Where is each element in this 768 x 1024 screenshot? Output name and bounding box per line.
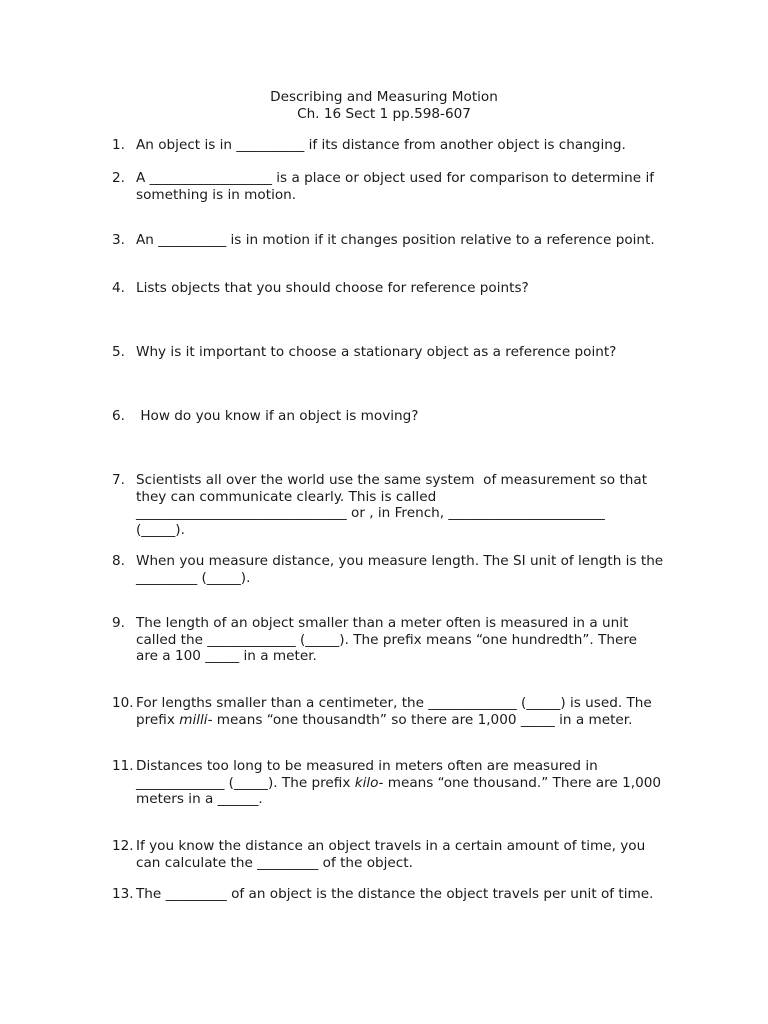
question-number: 8. <box>112 553 125 569</box>
question-number: 2. <box>112 170 125 186</box>
question-text: An __________ is in motion if it changes position relative to a reference point. <box>136 232 655 248</box>
question-number: 4. <box>112 280 125 296</box>
worksheet-subtitle: Ch. 16 Sect 1 pp.598-607 <box>297 105 471 122</box>
question-number: 9. <box>112 615 125 631</box>
question-text: A __________________ is a place or object used for comparison to determine if something is in motion. <box>136 170 655 203</box>
question-text: An object is in __________ if its distance from another object is changing. <box>136 137 626 153</box>
question-text: When you measure distance, you measure length. The SI unit of length is the _________ (_____). <box>136 553 664 586</box>
question-number: 11. <box>112 758 134 774</box>
question-number: 6. <box>112 408 125 424</box>
worksheet-title: Describing and Measuring Motion <box>270 89 498 105</box>
question-text: The length of an object smaller than a meter often is measured in a unit called the _____________ (_____). The prefix means “one hundredth”. There are a 100 _____ in a meter. <box>136 615 637 665</box>
question-number: 10. <box>112 695 134 711</box>
question-text: For lengths smaller than a centimeter, the _____________ (_____) is used. The prefix milli- means “one thousandth” so there are 1,000 _____ in a meter. <box>136 695 652 728</box>
question-number: 5. <box>112 344 125 360</box>
question-number: 12. <box>112 838 134 854</box>
question-text: How do you know if an object is moving? <box>136 408 419 424</box>
question-text: Lists objects that you should choose for reference points? <box>136 280 529 296</box>
question-text: Scientists all over the world use the same system of measurement so that they can communicate clearly. This is called _______________________________ or , in French, _______________________ (_____). <box>136 472 648 538</box>
worksheet-header <box>0 89 768 122</box>
question-text: If you know the distance an object travels in a certain amount of time, you can calculate the _________ of the object. <box>136 838 646 871</box>
question-text: Why is it important to choose a stationary object as a reference point? <box>136 344 617 360</box>
question-text: The _________ of an object is the distance the object travels per unit of time. <box>136 886 654 902</box>
question-text: Distances too long to be measured in meters often are measured in _____________ (_____). The prefix kilo- means “one thousand.” There are 1,000 meters in a ______. <box>136 758 662 808</box>
question-number: 3. <box>112 232 125 248</box>
question-number: 13. <box>112 886 134 902</box>
question-number: 7. <box>112 472 125 488</box>
question-number: 1. <box>112 137 125 153</box>
